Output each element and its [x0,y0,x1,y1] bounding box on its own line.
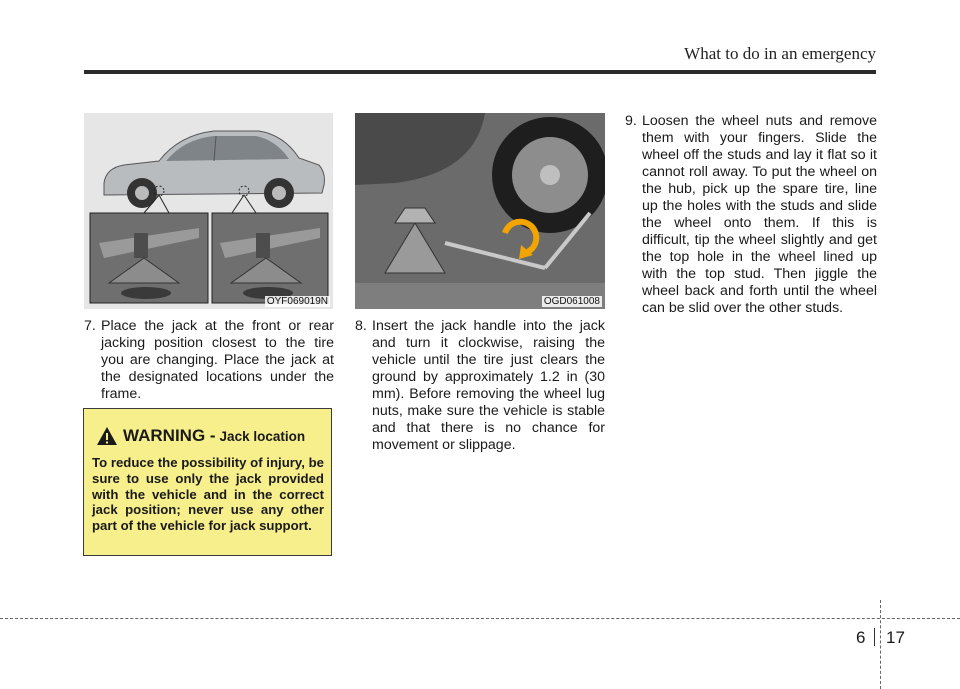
figure-code: OYF069019N [266,296,328,307]
figure-jack-points [84,113,333,309]
step-text: Place the jack at the front or rear jacking position closest to the tire you are changing. Place the jack at the designated locations under the frame. [101,318,334,402]
step-7 [84,318,334,403]
chapter-number: 6 [856,628,866,647]
step-number: 9. [625,113,637,129]
jack-handle-illustration [355,113,605,309]
step-number: 8. [355,318,367,334]
page-number: 17 [886,628,905,647]
figure-jack-handle [355,113,605,309]
step-text: Loosen the wheel nuts and remove them with your fingers. Slide the wheel off the studs and lay it flat so it cannot roll away. To put the wheel on the hub, pick up the spare tire, line up the holes with the studs and slide the wheel onto them. If this is difficult, tip the wheel slightly and get the top hole in the wheel lined up with the top stud. Then jiggle the wheel back and forth until the wheel can be slid over the other studs. [642,113,877,316]
warning-subtitle: Jack location [219,428,306,444]
step-text: Insert the jack handle into the jack and turn it clockwise, raising the vehicle until the tire just clears the ground by approximately 1.2 in (30 mm). Before removing the wheel lug nuts, make sure the vehicle is stable and that there is no chance for movement or slippage. [372,318,605,453]
header-rule [84,70,876,74]
warning-body: To reduce the possibility of injury, be sure to use only the jack provided with the vehicle and in the correct jack position; never use any other part of the vehicle for jack support. [92,455,324,534]
step-9 [625,113,877,317]
footer-vertical-rule [880,600,881,689]
step-number: 7. [84,318,96,334]
warning-triangle-icon [96,426,118,446]
warning-heading [96,425,305,447]
warning-title: WARNING - [123,426,216,445]
page-separator [874,628,875,646]
car-jack-points-illustration [84,113,333,309]
section-title: What to do in an emergency [684,44,876,63]
warning-box [83,408,332,556]
footer-rule [0,618,960,619]
step-8 [355,318,605,454]
figure-code: OGD061008 [543,296,600,307]
